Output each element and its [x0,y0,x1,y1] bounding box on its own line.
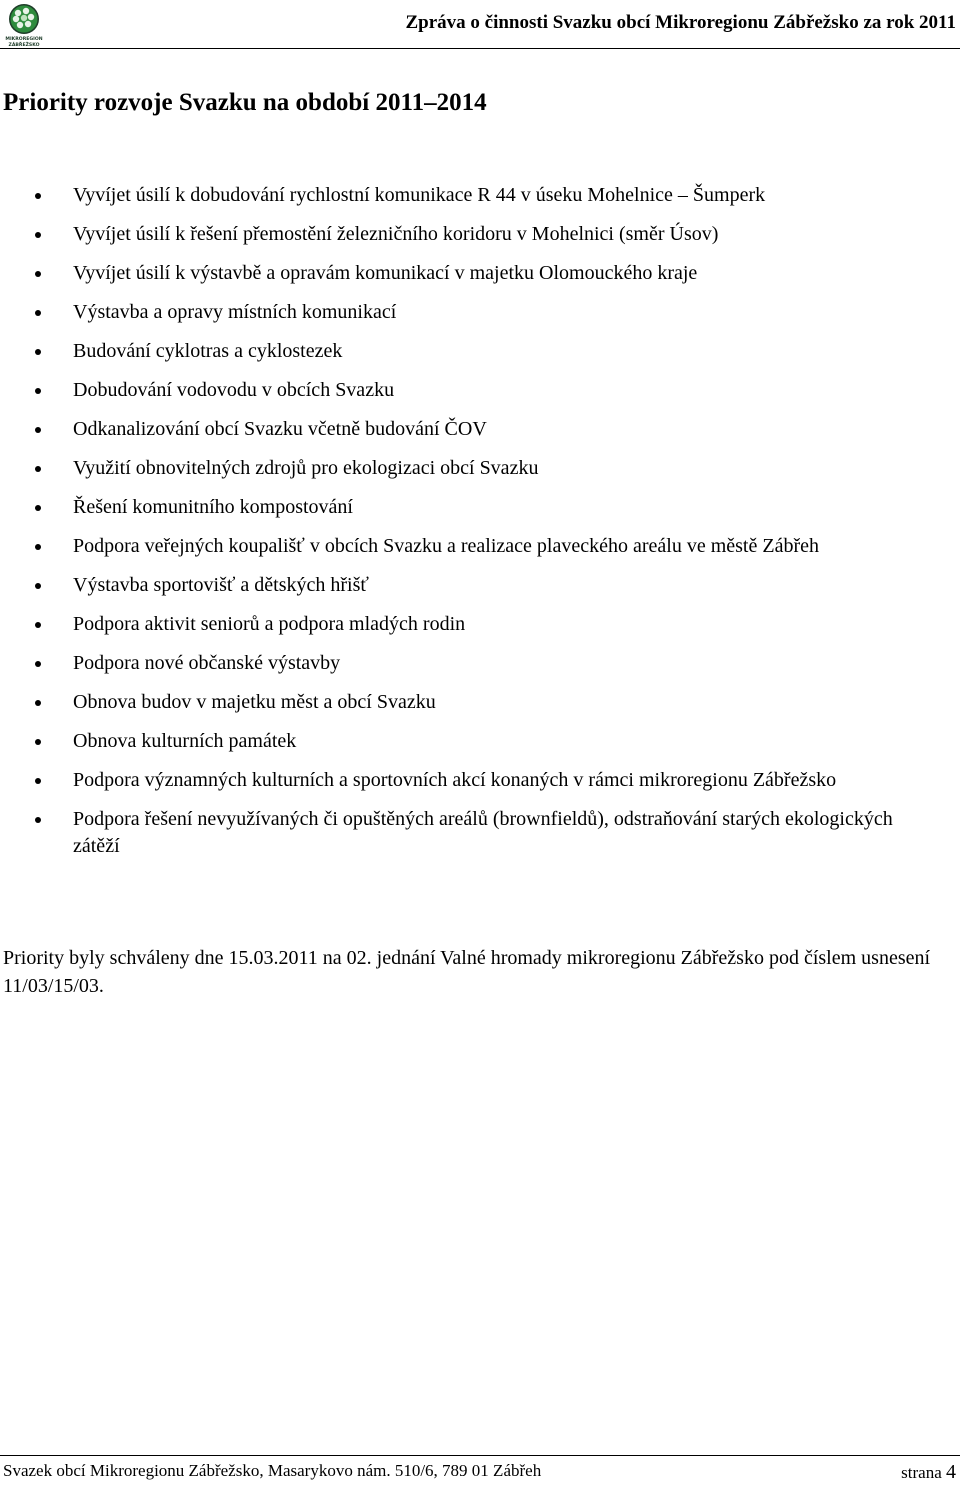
list-item [0,572,930,599]
bullet-icon [35,661,41,667]
page-title: Priority rozvoje Svazku na období 2011–2014 [3,89,487,116]
list-item-text: Podpora veřejných koupališť v obcích Svazku a realizace plaveckého areálu ve městě Zábřeh [73,535,819,557]
list-item [0,767,930,794]
list-item [0,728,930,755]
bullet-icon [35,505,41,511]
list-item-text: Budování cyklotras a cyklostezek [73,340,343,362]
bullet-icon [35,310,41,316]
bullet-icon [35,388,41,394]
list-item [0,533,930,560]
header-divider [0,48,960,49]
bullet-icon [35,700,41,706]
list-item-text: Obnova budov v majetku měst a obcí Svazku [73,691,436,713]
bullet-icon [35,271,41,277]
bullet-icon [35,622,41,628]
list-item [0,806,930,860]
page-header [0,0,960,50]
bullet-icon [35,817,41,823]
approval-note: Priority byly schváleny dne 15.03.2011 na 02. jednání Valné hromady mikroregionu Zábřežsko pod číslem usnesení 11/03/15/03. [3,947,931,997]
list-item-text: Podpora významných kulturních a sportovních akcí konaných v rámci mikroregionu Zábřežsko [73,769,837,791]
logo-text-line2: ZÁBŘEŽSKO [8,43,40,48]
list-item [0,338,930,365]
list-item-text: Podpora aktivit seniorů a podpora mladých rodin [73,613,466,635]
bullet-icon [35,544,41,550]
list-item-text: Odkanalizování obcí Svazku včetně budování ČOV [73,418,487,440]
list-item-text: Vyvíjet úsilí k výstavbě a opravám komunikací v majetku Olomouckého kraje [73,262,698,284]
list-item [0,650,930,677]
list-item-text: Vyvíjet úsilí k dobudování rychlostní komunikace R 44 v úseku Mohelnice – Šumperk [73,184,766,206]
page-indicator [901,1461,956,1484]
bullet-icon [35,349,41,355]
bullet-icon [35,193,41,199]
list-item [0,299,930,326]
list-item [0,221,930,248]
bullet-icon [35,739,41,745]
list-item-text: Výstavba sportovišť a dětských hřišť [73,574,369,596]
list-item-text: Obnova kulturních památek [73,730,297,752]
mikroregion-zabrezsko-logo-icon [4,2,44,48]
list-item-text: Podpora nové občanské výstavby [73,652,341,674]
list-item [0,455,930,482]
list-item-text: Dobudování vodovodu v obcích Svazku [73,379,395,401]
list-item-text: Vyvíjet úsilí k řešení přemostění železničního koridoru v Mohelnici (směr Úsov) [73,223,719,245]
bullet-icon [35,583,41,589]
list-item [0,494,930,521]
list-item-text: Podpora řešení nevyužívaných či opuštěných areálů (brownfieldů), odstraňování starých ekologických zátěží [73,808,893,857]
list-item [0,377,930,404]
report-title: Zpráva o činnosti Svazku obcí Mikroregionu Zábřežsko za rok 2011 [405,12,956,33]
bullet-icon [35,427,41,433]
list-item [0,260,930,287]
logo-text-line1: MIKROREGION [5,37,43,42]
page-number: 4 [946,1461,956,1483]
list-item [0,611,930,638]
footer-address: Svazek obcí Mikroregionu Zábřežsko, Masarykovo nám. 510/6, 789 01 Zábřeh [3,1461,542,1480]
bullet-icon [35,778,41,784]
bullet-icon [35,232,41,238]
page-label: strana [901,1463,942,1482]
list-item-text: Řešení komunitního kompostování [73,496,353,518]
bullet-icon [35,466,41,472]
footer-divider [0,1455,960,1456]
priority-list [0,182,930,872]
list-item [0,182,930,209]
list-item-text: Výstavba a opravy místních komunikací [73,301,397,323]
list-item-text: Využití obnovitelných zdrojů pro ekologizaci obcí Svazku [73,457,539,479]
list-item [0,416,930,443]
list-item [0,689,930,716]
